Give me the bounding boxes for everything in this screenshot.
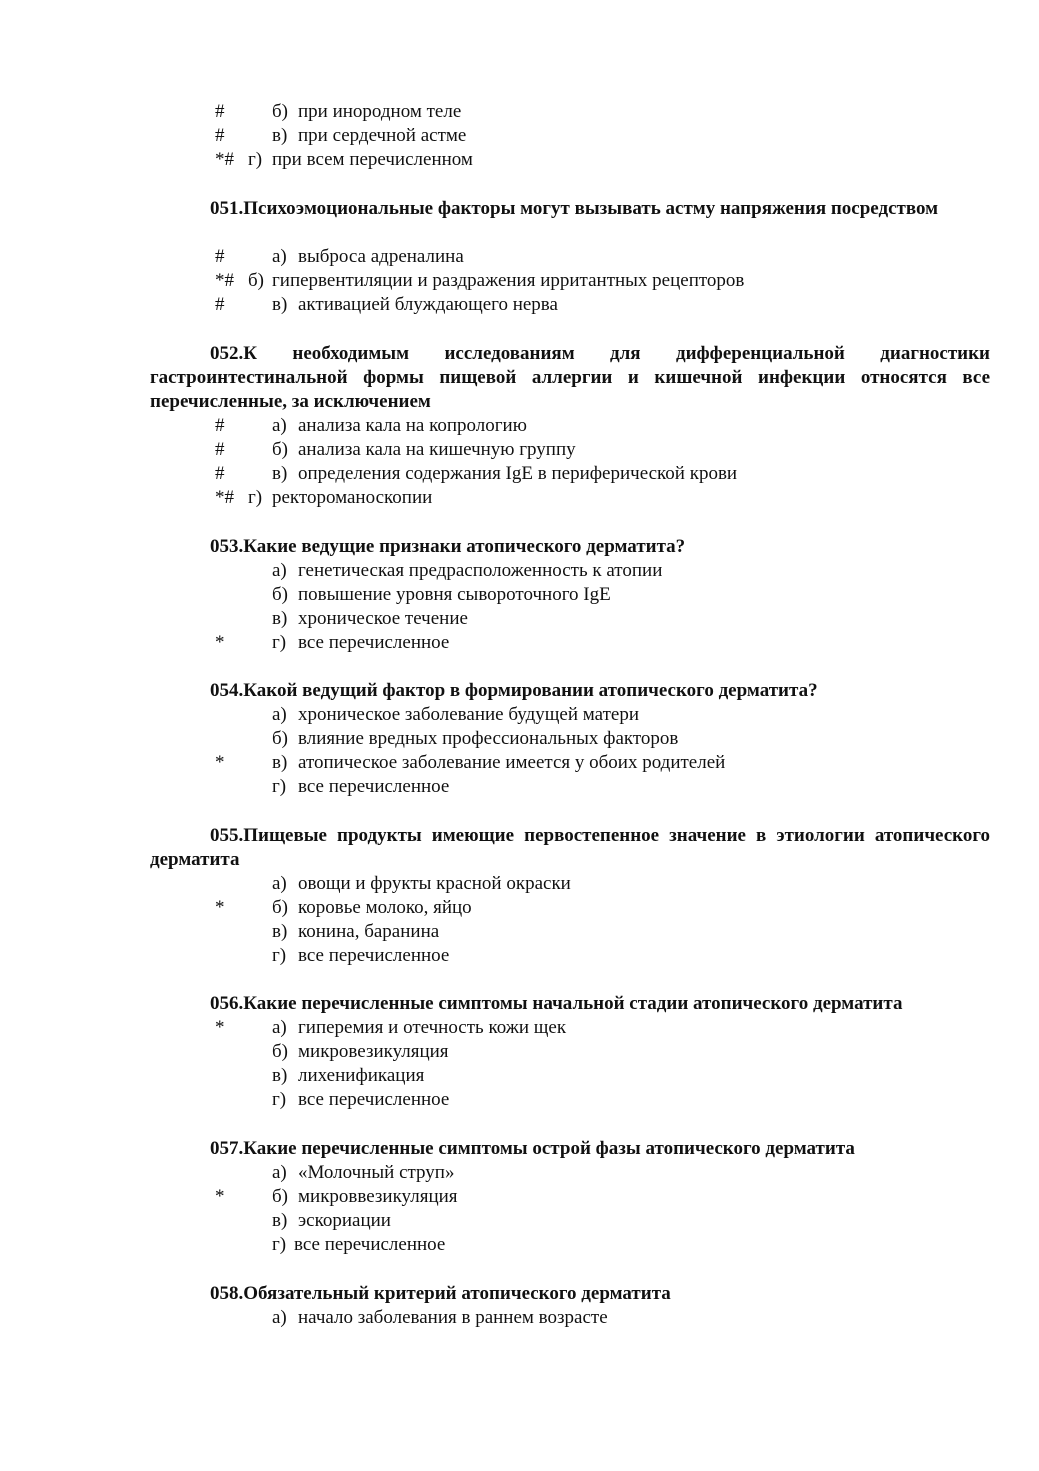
question-text: Какой ведущий фактор в формировании атопического дерматита? [243,680,818,701]
option-letter: б) [272,728,288,749]
option-letter: а) [272,704,287,725]
option-letter: а) [272,1162,287,1183]
question-text: Какие перечисленные симптомы острой фазы атопического дерматита [243,1138,855,1159]
option-text: активацией блуждающего нерва [298,294,558,315]
option-text: все перечисленное [298,776,450,797]
option-letter: а) [272,246,287,267]
option-letter: а) [272,1307,287,1328]
answer-mark: # [215,294,225,315]
option-text: конина, баранина [298,921,440,942]
option-letter: б) [272,439,288,460]
answer-mark: # [215,101,225,122]
option-text: генетическая предрасположенность к атопии [298,560,663,581]
option-letter: б) [272,897,288,918]
option-letter: г) [272,632,287,653]
option-text: повышение уровня сывороточного IgE [298,584,611,605]
option-letter: б) [272,1041,288,1062]
option-text: хроническое течение [298,608,468,629]
option-letter: б) [272,101,288,122]
question-053 [210,535,685,559]
question-number: 058. [210,1283,244,1304]
option-text: микровезикуляция [298,1041,449,1062]
question-number: 052. [210,343,244,364]
question-number: 054. [210,680,244,701]
option-letter: г) [272,1234,287,1255]
question-text: Какие перечисленные симптомы начальной стадии атопического дерматита [243,993,903,1014]
option-text: анализа кала на кишечную группу [298,439,576,460]
option-text: лихенификация [298,1065,425,1086]
option-text: овощи и фрукты красной окраски [298,873,571,894]
option-text: коровье молоко, яйцо [298,897,472,918]
option-text: атопическое заболевание имеется у обоих родителей [298,752,726,773]
option-text: при всем перечисленном [272,149,473,170]
question-number: 055. [210,825,244,846]
question-055 [150,824,990,872]
option-letter: в) [272,921,288,942]
option-letter: б) [248,270,264,291]
question-text: Обязательный критерий атопического дерматита [243,1283,671,1304]
option-letter: г) [272,945,287,966]
answer-mark: # [215,246,225,267]
answer-mark: # [215,463,225,484]
answer-mark: * [215,752,225,773]
option-letter: в) [272,608,288,629]
question-052 [150,342,990,414]
option-letter: г) [272,1089,287,1110]
question-number: 053. [210,536,244,557]
question-text: Психоэмоциональные факторы могут вызывать астму напряжения посредством [243,198,939,219]
option-text: ректороманоскопии [272,487,433,508]
option-text: определения содержания IgE в периферической крови [298,463,738,484]
question-051 [150,197,990,221]
option-letter: г) [248,149,263,170]
question-number: 051. [210,198,244,219]
option-letter: в) [272,1065,288,1086]
option-text: при инородном теле [298,101,462,122]
option-letter: а) [272,560,287,581]
option-letter: в) [272,294,288,315]
answer-mark: *# [215,270,234,291]
option-text: начало заболевания в раннем возрасте [298,1307,608,1328]
question-number: 057. [210,1138,244,1159]
option-text: анализа кала на копрологию [298,415,527,436]
option-letter: а) [272,1017,287,1038]
option-text: эскориации [298,1210,391,1231]
option-text: хроническое заболевание будущей матери [298,704,639,725]
answer-mark: * [215,897,225,918]
answer-mark: * [215,1017,225,1038]
option-letter: а) [272,415,287,436]
option-text: все перечисленное [298,945,450,966]
option-text: все перечисленное [298,1089,450,1110]
question-text: Какие ведущие признаки атопического дерматита? [243,536,686,557]
option-text: все перечисленное [294,1234,446,1255]
option-text: «Молочный струп» [298,1162,455,1183]
option-letter: в) [272,463,288,484]
answer-mark: * [215,1186,225,1207]
question-058 [210,1282,671,1306]
option-text: выброса адреналина [298,246,464,267]
answer-mark: # [215,125,225,146]
question-text: Пищевые продукты имеющие первостепенное значение в этиологии атопического дерматита [150,825,990,870]
option-letter: г) [272,776,287,797]
option-text: все перечисленное [298,632,450,653]
option-text: при сердечной астме [298,125,467,146]
option-letter: в) [272,1210,288,1231]
option-text: гиперемия и отечность кожи щек [298,1017,567,1038]
option-text: влияние вредных профессиональных факторов [298,728,679,749]
option-text: гипервентиляции и раздражения ирритантных рецепторов [272,270,745,291]
answer-mark: * [215,632,225,653]
question-054 [210,679,818,703]
option-letter: а) [272,873,287,894]
option-letter: б) [272,1186,288,1207]
option-letter: б) [272,584,288,605]
option-letter: г) [248,487,263,508]
question-text: К необходимым исследованиям для дифференциальной диагностики гастроинтестинальной формы пищевой аллергии и кишечной инфекции относятся все перечисленные, за исключением [150,343,990,412]
option-letter: в) [272,125,288,146]
answer-mark: # [215,415,225,436]
answer-mark: *# [215,149,234,170]
option-letter: в) [272,752,288,773]
question-number: 056. [210,993,244,1014]
option-text: микроввезикуляция [298,1186,458,1207]
answer-mark: # [215,439,225,460]
question-056 [210,992,902,1016]
answer-mark: *# [215,487,234,508]
question-057 [210,1137,855,1161]
